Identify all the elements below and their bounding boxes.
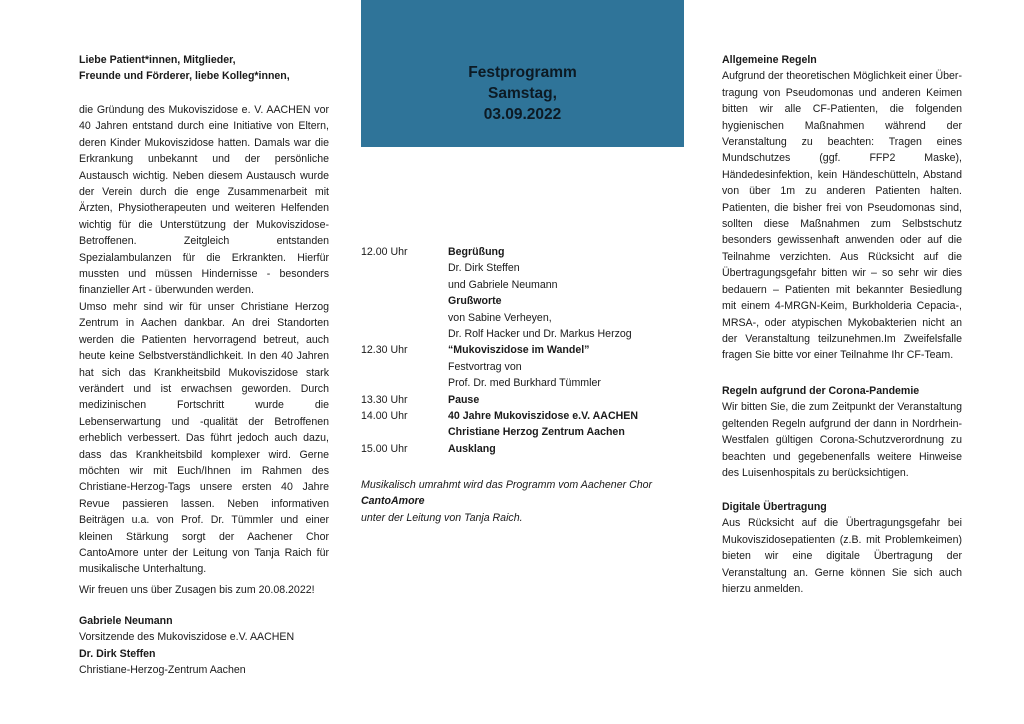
- greeting-line: Freunde und Förderer, liebe Kolleg*innen,: [79, 70, 290, 83]
- program-row: [361, 408, 684, 441]
- section-general-rules: [722, 52, 962, 364]
- signatures: [79, 613, 329, 679]
- section-digital-broadcast: [722, 499, 962, 597]
- program-line: Pause: [448, 393, 480, 406]
- program-line: 40 Jahre Mukoviszidose e.V. AACHEN: [448, 410, 638, 423]
- banner-line: Festprogramm: [468, 64, 577, 81]
- program-line: Ausklang: [448, 442, 496, 455]
- program-row: [361, 441, 684, 457]
- program-details: [448, 392, 684, 408]
- program-line: Festvortrag von: [448, 360, 522, 373]
- banner-title: [361, 62, 684, 125]
- program-row: [361, 244, 684, 342]
- program-line: Grußworte: [448, 295, 502, 308]
- section-heading: Regeln aufgrund der Corona-Pandemie: [722, 385, 920, 397]
- program-line: von Sabine Verheyen,: [448, 311, 552, 324]
- letter-paragraph: Umso mehr sind wir für unser Christiane Herzog Zentrum in Aachen dankbar. An drei Standorten werden die Patienten hervorragend betreut, auch heute keine Selbstverständlichkeit. In den 40 Jahren hat sich das Krankheitsbild Mukoviszidose stark verändert und ist erwachsen geworden. Durch medizinischen Fortschritt wurde die Lebenserwartung und -qualität der Betroffenen erheblich verbessert. Das führt jedoch auch dazu, dass das Krankheitsbild komplexer wird. Gerne möchten wir mit Euch/Ihnen im Rahmen des Christiane-Herzog-Tags unsere ersten 40 Jahre Revue passieren lassen. Neben informativen Beiträgen u.a. von Prof. Dr. Tümmler und einer kleinen Stärkung sorgt der Aachener Chor CantoAmore unter der Leitung von Tanja Raich für musikalische Unterhaltung.: [79, 300, 329, 576]
- music-note-line: Musikalisch umrahmt wird das Programm vom Aachener Chor: [361, 479, 653, 491]
- section-text: Aufgrund der theoretischen Möglichkeit einer Über-tragung von Pseudomonas und anderen Keimen bitten wir alle CF-Patienten, die folgenden hygienischen Maßnahmen während der Veranstaltung zu beachten: Tragen eines Mundschutzes (ggf. FFP2 Maske), Händedesinfektion, kein Händeschütteln, Abstand von über 1m zu anderen Patienten halten. Patienten, die bisher frei von Pseudomonas sind, sollten diese Maßnahmen zum Selbstschutz besonders gewissenhaft anwenden oder auf die Teilnahme verzichten. Aus Rücksicht auf die Übertragungsgefahr bitten wir – so sehr wir dies bedauern – Patienten mit bekannter Besiedlung mit einem 4-MRGN-Keim, Burkholderia Cepacia-, MRSA-, oder atypischen Mykobakterien nicht an der Veranstaltung teilzunehmen.Im Zweifelsfalle fragen Sie bitte vor einer Teilnahme Ihr CF-Team.: [722, 70, 962, 362]
- section-corona-rules: [722, 383, 962, 481]
- letter-body: [79, 102, 329, 578]
- program-line: Prof. Dr. med Burkhard Tümmler: [448, 377, 601, 390]
- program-time: 13.30 Uhr: [361, 393, 408, 406]
- program-line: Dr. Rolf Hacker und Dr. Markus Herzog: [448, 328, 632, 341]
- program-time: 14.00 Uhr: [361, 410, 408, 423]
- section-heading: Allgemeine Regeln: [722, 54, 817, 66]
- music-note: [361, 477, 684, 526]
- program-time: 12.00 Uhr: [361, 246, 408, 258]
- program-line: Dr. Dirk Steffen: [448, 262, 520, 275]
- program-time: 12.30 Uhr: [361, 344, 408, 357]
- program-line: Begrüßung: [448, 246, 505, 258]
- program-schedule: [361, 244, 684, 457]
- program-details: [448, 408, 684, 441]
- signatory-name: Dr. Dirk Steffen: [79, 647, 156, 660]
- section-text: Aus Rücksicht auf die Übertragungsgefahr bei Mukoviszidosepatienten (z.B. mit Problemkeimen) bieten wir eine digitale Übertragung der Veranstaltung an. Gerne können Sie sich auch hierzu anmelden.: [722, 517, 962, 596]
- section-heading: Digitale Übertragung: [722, 501, 827, 513]
- banner-line: Samstag,: [488, 85, 557, 102]
- program-row: [361, 342, 684, 391]
- greeting: [79, 52, 329, 85]
- section-text: Wir bitten Sie, die zum Zeitpunkt der Veranstaltung geltenden Regeln aufgrund der dann in Nordrhein-Westfalen gültigen Corona-Schutzverordnung zu beachten und gegebenenfalls weitere Hinweise des Luisenhospitals zu berücksichtigen.: [722, 401, 962, 480]
- greeting-line: Liebe Patient*innen, Mitglieder,: [79, 54, 236, 66]
- signatory-role: Vorsitzende des Mukoviszidose e.V. AACHEN: [79, 631, 295, 644]
- program-line: “Mukoviszidose im Wandel”: [448, 344, 590, 357]
- signatory-name: Gabriele Neumann: [79, 615, 173, 627]
- program-row: [361, 392, 684, 408]
- program-details: [448, 342, 684, 391]
- closing-line: Wir freuen uns über Zusagen bis zum 20.08.2022!: [79, 584, 315, 596]
- program-details: [448, 244, 684, 342]
- program-line: Christiane Herzog Zentrum Aachen: [448, 426, 625, 439]
- banner-line: 03.09.2022: [483, 106, 562, 123]
- letter-paragraph: die Gründung des Mukoviszidose e. V. AACHEN vor 40 Jahren entstand durch eine Initiative von Eltern, deren Kinder Mukoviszidose hatten. Damals war die Erkrankung unbekannt und der persönliche Austausch wichtig. Neben diesem Austausch wurde der Verein durch die enge Zusammenarbeit mit Ärzten, Physiotherapeuten und weiteren Helfenden wichtig für die Unterstützung der Mukoviszidose-Betroffenen. Zeitgleich entstanden Spezialambulanzen für die Erkrankten. Hierfür mussten und müssen Hindernisse - besonders finanzieller Art - überwunden werden.: [79, 104, 329, 297]
- signatory-role: Christiane-Herzog-Zentrum Aachen: [79, 664, 246, 677]
- choir-name: CantoAmore: [361, 495, 425, 508]
- program-details: [448, 441, 684, 457]
- program-line: und Gabriele Neumann: [448, 278, 558, 291]
- program-banner: [361, 0, 684, 147]
- music-note-line: unter der Leitung von Tanja Raich.: [361, 511, 523, 524]
- program-time: 15.00 Uhr: [361, 442, 408, 455]
